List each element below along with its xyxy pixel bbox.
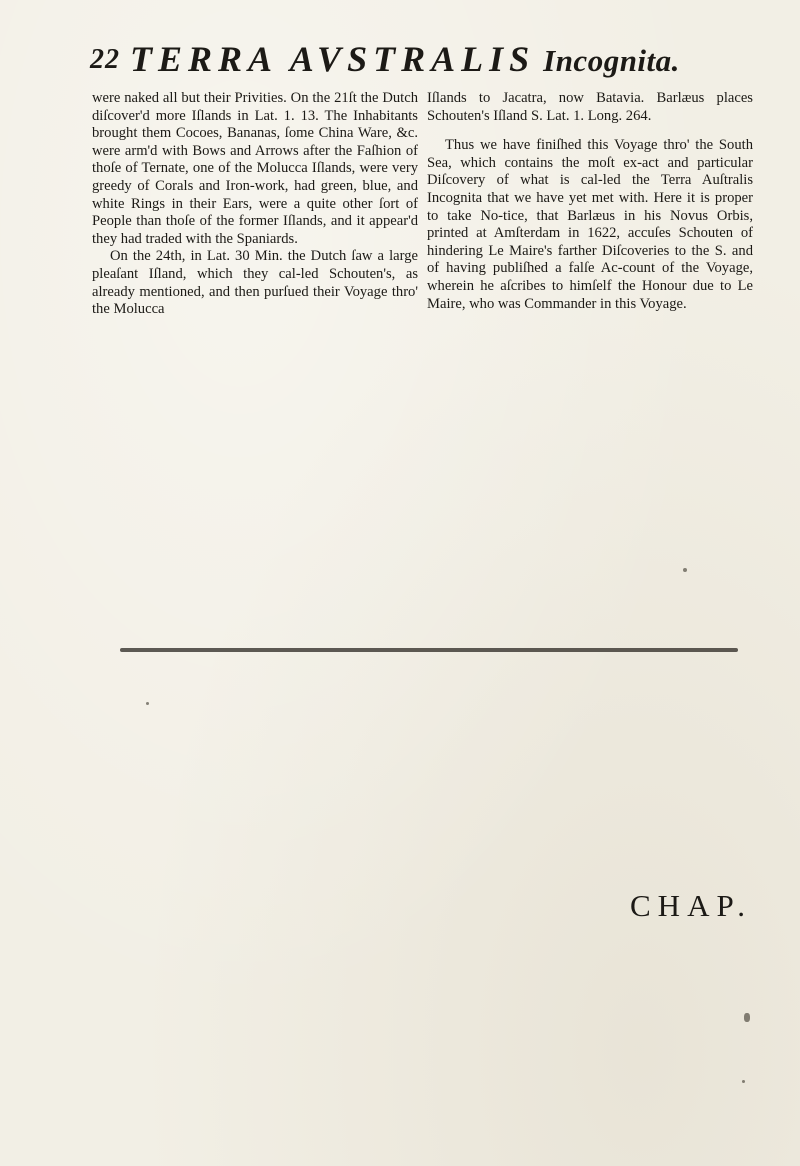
speck <box>742 1080 745 1083</box>
running-title <box>130 38 680 80</box>
section-divider-rule <box>120 648 738 652</box>
speck <box>683 568 687 572</box>
page-header <box>90 38 730 88</box>
left-paragraph-1: were naked all but their Privities. On the 21ſt the Dutch diſcover'd more Iſlands in Lat. 1. 13. The Inhabitants brought them Cocoes, Bananas, ſome China Ware, &c. were arm'd with Bows and Arrows after the Faſhion of thoſe of Ternate, one of the Molucca Iſlands, were very greedy of Corals and Iron-work, had green, blue, and white Rings in their Ears, were a quite other ſort of People than thoſe of the former Iſlands, and it appear'd they had traded with the Spaniards. <box>92 90 418 247</box>
speck <box>146 702 149 705</box>
running-title-sub: Incognita. <box>543 43 680 78</box>
left-column <box>92 90 418 319</box>
running-title-main: TERRA AVSTRALIS <box>130 39 536 79</box>
left-paragraph-2: On the 24th, in Lat. 30 Min. the Dutch ſaw a large pleaſant Iſland, which they cal-led Schouten's, as already mentioned, and then purſued their Voyage thro' the Molucca <box>92 248 418 318</box>
right-column <box>427 90 753 313</box>
right-paragraph-2: Thus we have finiſhed this Voyage thro' the South Sea, which contains the moſt ex-act and particular Diſcovery of what is cal-led the Terra Auſtralis Incognita that we have yet met with. Here it is proper to take No-tice, that Barlæus in his Novus Orbis, printed at Amſterdam in 1622, accuſes Schouten of hindering Le Maire's farther Diſcoveries to the S. and of having publiſhed a falſe Ac-count of the Voyage, wherein he aſcribes to himſelf the Honour due to Le Maire, who was Commander in this Voyage. <box>427 137 753 312</box>
page-number: 22 <box>90 44 120 75</box>
speck <box>744 1013 750 1022</box>
right-paragraph-1: Iſlands to Jacatra, now Batavia. Barlæus places Schouten's Iſland S. Lat. 1. Long. 264. <box>427 90 753 124</box>
catchword: CHAP. <box>630 888 753 923</box>
